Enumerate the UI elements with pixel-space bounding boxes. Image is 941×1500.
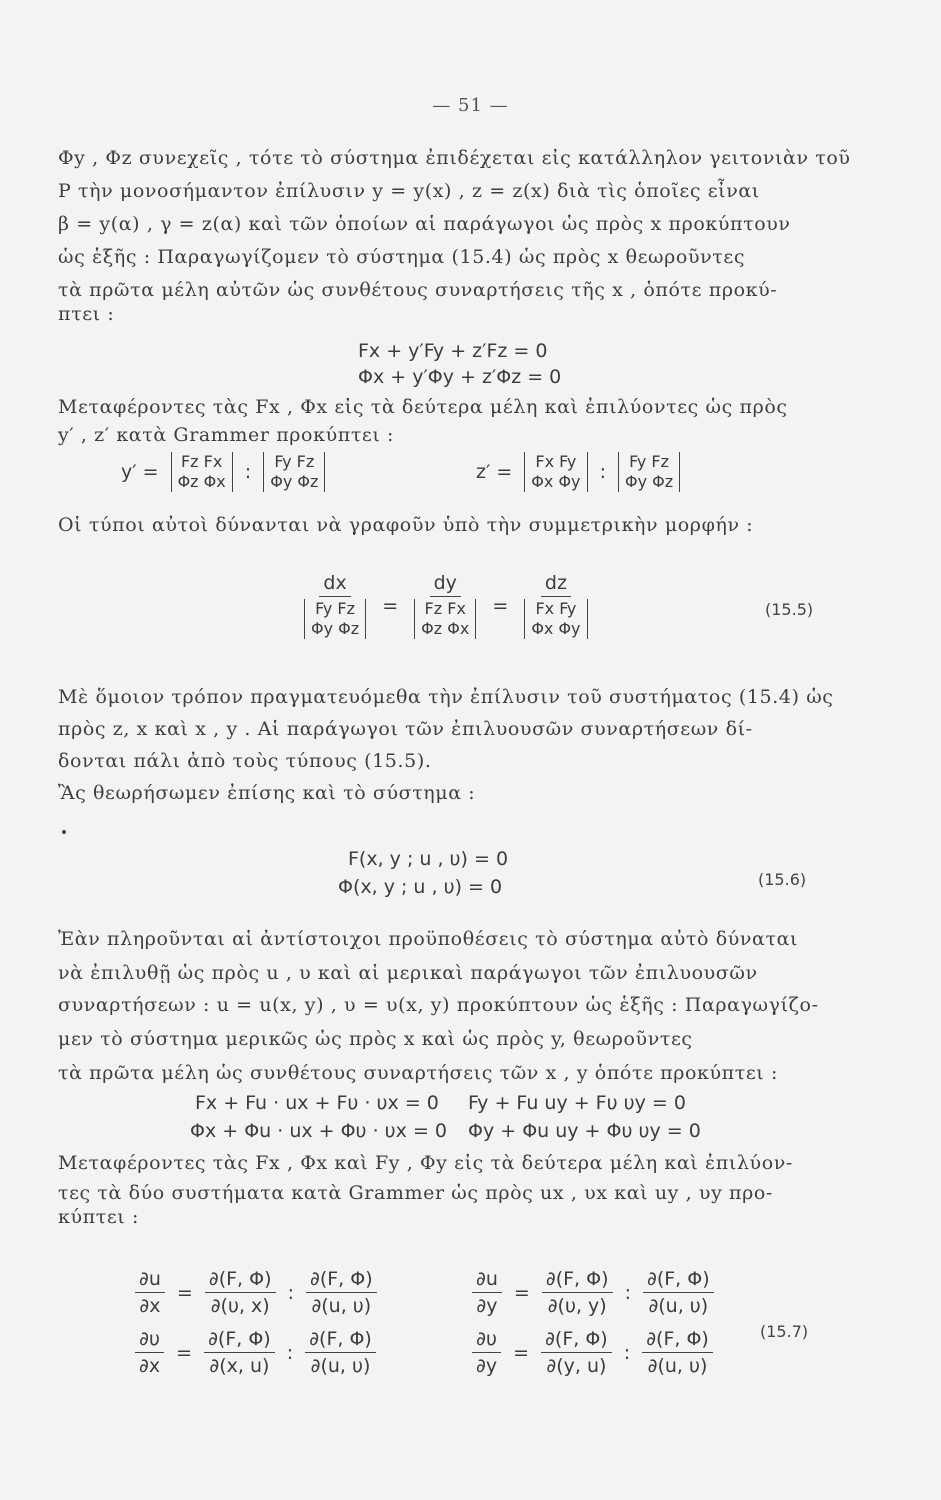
equation-line: F(x, y ; u , υ) = 0 (348, 848, 509, 870)
equation-line: Fx + y′Fy + z′Fz = 0 (358, 340, 548, 362)
denominator (410, 597, 480, 639)
equation-line: Fy + Fu uy + Fυ υy = 0 (468, 1092, 686, 1114)
det-row: Φy Φz (311, 619, 360, 638)
text-line: β = y(α) , γ = z(α) καὶ τῶν ὁποίων αἱ παράγωγοι ὡς πρὸς x προκύπτουν (58, 213, 791, 235)
equation-line: Φy + Φu uy + Φυ υy = 0 (468, 1120, 701, 1142)
formula-dv-dy (472, 1328, 713, 1377)
denominator: ∂x (139, 1355, 161, 1377)
colon-operator: : (623, 1341, 631, 1364)
formula-du-dx (135, 1268, 377, 1317)
numerator: ∂u (135, 1268, 165, 1293)
equals-sign: = (513, 1281, 530, 1304)
fraction (135, 1328, 164, 1377)
numerator: ∂(F, Φ) (204, 1328, 275, 1353)
fraction (643, 1268, 714, 1317)
numerator: ∂(F, Φ) (306, 1268, 377, 1293)
formula-zprime (470, 452, 680, 492)
det-row: Fx Fy (535, 452, 577, 471)
det-row: Φz Φx (421, 619, 470, 638)
text-line: τὰ πρῶτα μέλη ὡς συνθέτους συναρτήσεις τῶν x , y ὁπότε προκύπτει : (58, 1062, 778, 1084)
det-row: Φx Φy (531, 619, 581, 638)
text-line: συναρτήσεων : u = u(x, y) , υ = υ(x, y) προκύπτουν ὡς ἑξῆς : Παραγωγίζο- (58, 994, 819, 1016)
text-line: Μεταφέροντες τὰς Fx , Φx καὶ Fy , Φy εἰς τὰ δεύτερα μέλη καὶ ἐπιλύον- (58, 1152, 793, 1174)
det-row: Fy Fz (629, 452, 670, 471)
numerator: ∂υ (135, 1328, 164, 1353)
denominator: ∂(u, υ) (647, 1355, 708, 1377)
equation-number: (15.6) (758, 870, 807, 889)
text-line: πτει : (58, 303, 115, 325)
numerator: dy (430, 572, 461, 597)
text-line: κύπτει : (58, 1206, 139, 1228)
fraction (204, 1328, 275, 1377)
denominator: ∂(υ, x) (210, 1295, 270, 1317)
fraction (205, 1268, 276, 1317)
det-row: Φy Φz (625, 472, 674, 491)
text-line: Οἱ τύποι αὐτοὶ δύνανται νὰ γραφοῦν ὑπὸ τὴν συμμετρικὴν μορφήν : (58, 514, 754, 536)
det-row: Fy Fz (315, 599, 356, 618)
formula-yprime (115, 452, 325, 492)
denominator: ∂(x, u) (209, 1355, 270, 1377)
fraction (520, 572, 591, 639)
numerator: ∂υ (472, 1328, 501, 1353)
equals-sign: = (176, 1341, 193, 1364)
colon-operator: : (599, 461, 606, 483)
equals-sign: = (513, 1341, 530, 1364)
numerator: ∂u (472, 1268, 502, 1293)
text-line: νὰ ἐπιλυθῇ ὡς πρὸς u , υ καὶ αἱ μερικαὶ παράγωγοι τῶν ἐπιλυουσῶν (58, 962, 758, 984)
fraction (541, 1328, 612, 1377)
text-line: Φy , Φz συνεχεῖς , τότε τὸ σύστημα ἐπιδέχεται εἰς κατάλληλον γειτονιὰν τοῦ (58, 147, 851, 169)
bullet-mark (62, 830, 66, 834)
equation-line: Φx + Φu · ux + Φυ · υx = 0 (190, 1120, 447, 1142)
text-line: P τὴν μονοσήμαντον ἐπίλυσιν y = y(x) , z = z(x) διὰ τὶς ὁποῖες εἶναι (58, 180, 760, 202)
fraction (542, 1268, 613, 1317)
det-row: Fx Fy (535, 599, 577, 618)
formula-symmetric (300, 572, 592, 639)
text-line: πρὸς z, x καὶ x , y . Αἱ παράγωγοι τῶν ἐπιλυουσῶν συναρτήσεων δί- (58, 718, 753, 740)
denominator: ∂(u, υ) (648, 1295, 709, 1317)
text-line: ὡς ἑξῆς : Παραγωγίζομεν τὸ σύστημα (15.4) ὡς πρὸς x θεωροῦντες (58, 246, 746, 268)
denominator (300, 597, 370, 639)
det-row: Fz Fx (180, 452, 223, 471)
numerator: dz (541, 572, 571, 597)
text-line: δονται πάλι ἀπὸ τοὺς τύπους (15.5). (58, 750, 432, 772)
text-line: μεν τὸ σύστημα μερικῶς ὡς πρὸς x καὶ ὡς πρὸς y, θεωροῦντες (58, 1028, 693, 1050)
colon-operator: : (624, 1281, 631, 1304)
det-row: Fz Fx (424, 599, 466, 618)
lhs-label: y′ = (121, 461, 159, 483)
text-line: Μὲ ὅμοιον τρόπον πραγματευόμεθα τὴν ἐπίλυσιν τοῦ συστήματος (15.4) ὡς (58, 686, 834, 708)
page-number: — 51 — (432, 95, 509, 116)
numerator: ∂(F, Φ) (541, 1328, 612, 1353)
formula-du-dy (472, 1268, 714, 1317)
denominator (520, 597, 591, 639)
denominator: ∂y (476, 1295, 498, 1317)
fraction (472, 1268, 502, 1317)
determinant (304, 599, 366, 639)
equation-number: (15.7) (760, 1322, 809, 1341)
equation-line: Fx + Fu · ux + Fυ · υx = 0 (195, 1092, 439, 1114)
fraction (305, 1328, 376, 1377)
text-line: y′ , z′ κατὰ Grammer προκύπτει : (58, 424, 395, 446)
fraction (306, 1268, 377, 1317)
colon-operator: : (244, 461, 252, 483)
denominator: ∂(y, u) (546, 1355, 607, 1377)
fraction (135, 1268, 165, 1317)
text-line: τες τὰ δύο συστήματα κατὰ Grammer ὡς πρὸς ux , υx καὶ uy , υy προ- (58, 1182, 773, 1204)
text-line: Ἂς θεωρήσωμεν ἐπίσης καὶ τὸ σύστημα : (58, 782, 476, 804)
det-row: Φz Φx (177, 472, 226, 491)
determinant (524, 452, 587, 492)
numerator: ∂(F, Φ) (643, 1268, 714, 1293)
determinant (263, 452, 325, 492)
denominator: ∂x (139, 1295, 161, 1317)
equals-sign: = (492, 594, 509, 617)
det-row: Φy Φz (270, 472, 319, 491)
text-line: τὰ πρῶτα μέλη αὐτῶν ὡς συνθέτους συναρτήσεις τῆς x , ὁπότε προκύ- (58, 279, 778, 301)
determinant (414, 599, 476, 639)
equals-sign: = (176, 1281, 193, 1304)
formula-dv-dx (135, 1328, 376, 1377)
numerator: ∂(F, Φ) (205, 1268, 276, 1293)
denominator: ∂(u, υ) (311, 1295, 372, 1317)
fraction (300, 572, 370, 639)
determinant (524, 599, 587, 639)
numerator: dx (319, 572, 350, 597)
determinant (618, 452, 680, 492)
lhs-label: z′ = (476, 461, 513, 483)
colon-operator: : (287, 1281, 294, 1304)
equation-line: Φ(x, y ; u , υ) = 0 (338, 876, 503, 898)
colon-operator: : (286, 1341, 294, 1364)
numerator: ∂(F, Φ) (642, 1328, 713, 1353)
denominator: ∂(u, υ) (310, 1355, 371, 1377)
equation-line: Φx + y′Φy + z′Φz = 0 (358, 366, 562, 388)
numerator: ∂(F, Φ) (542, 1268, 613, 1293)
text-line: Ἐὰν πληροῦνται αἱ ἀντίστοιχοι προϋποθέσεις τὸ σύστημα αὐτὸ δύναται (58, 928, 799, 950)
equation-number: (15.5) (765, 600, 814, 619)
fraction (410, 572, 480, 639)
denominator: ∂(υ, y) (547, 1295, 607, 1317)
fraction (472, 1328, 501, 1377)
text-line: Μεταφέροντες τὰς Fx , Φx εἰς τὰ δεύτερα μέλη καὶ ἐπιλύοντες ὡς πρὸς (58, 396, 788, 418)
fraction (642, 1328, 713, 1377)
determinant (171, 452, 233, 492)
det-row: Fy Fz (274, 452, 315, 471)
numerator: ∂(F, Φ) (305, 1328, 376, 1353)
det-row: Φx Φy (531, 472, 581, 491)
equals-sign: = (382, 594, 399, 617)
denominator: ∂y (476, 1355, 498, 1377)
